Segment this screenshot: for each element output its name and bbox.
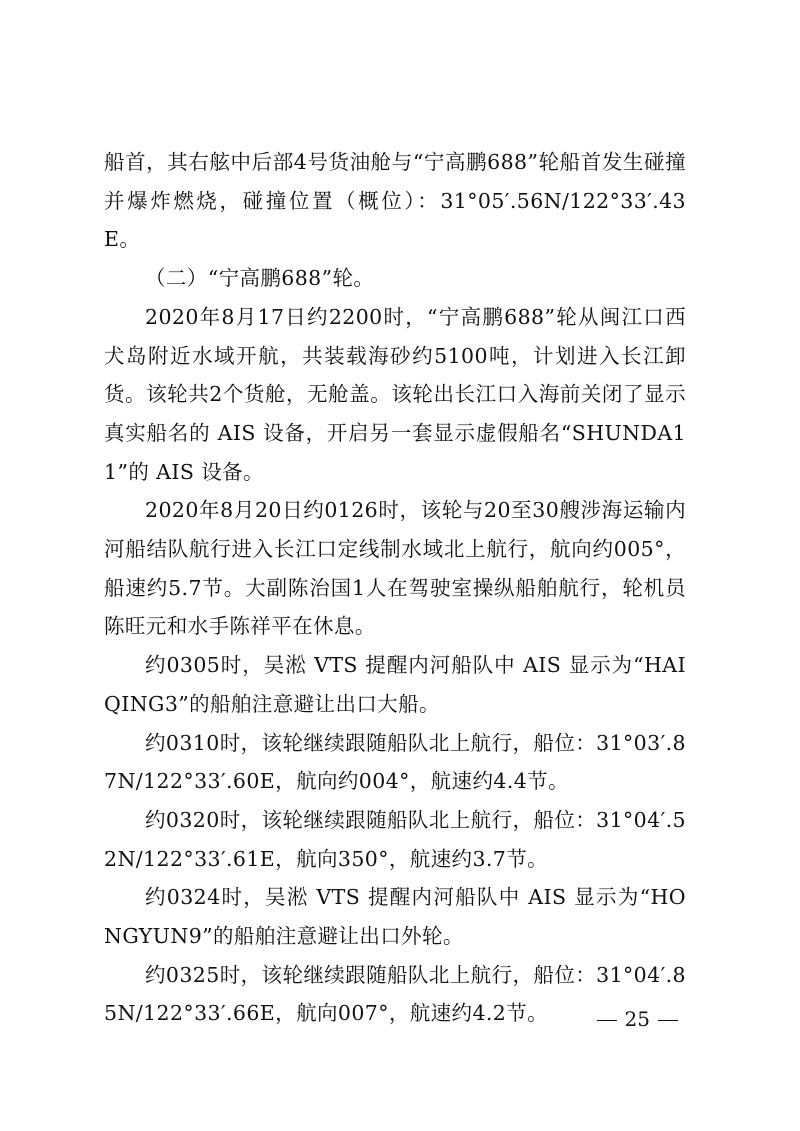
paragraph-section-heading-ninggaopeng: （二）“宁高鹏688”轮。 [145, 266, 375, 291]
paragraph-convoy-0126: 2020年8月20日约0126时，该轮与20至30艘涉海运输内河船结队航行进入长江口定线制水域北上航行，航向约005°，船速约5.7节。大副陈治国1人在驾驶室操纵船舶航行，轮机员陈旺元和水手陈祥平在休息。 [104, 498, 686, 639]
paragraph-vts-0324: 约0324时，吴淞 VTS 提醒内河船队中 AIS 显示为“HONGYUN9”的船舶注意避让出口外轮。 [104, 885, 686, 949]
paragraph-departure-0817: 2020年8月17日约2200时，“宁高鹏688”轮从闽江口西犬岛附近水域开航，共装载海砂约5100吨，计划进入长江卸货。该轮共2个货舱，无舱盖。该轮出长江口入海前关闭了显示真实船名的 AIS 设备，开启另一套显示虚假船名“SHUNDA11”的 AIS 设备。 [104, 304, 686, 484]
paragraph-position-0320: 约0320时，该轮继续跟随船队北上航行，船位：31°04′.52N/122°33′.61E，航向350°，航速约3.7节。 [104, 807, 686, 871]
document-body [104, 143, 686, 1033]
paragraph-vts-0305: 约0305时，吴淞 VTS 提醒内河船队中 AIS 显示为“HAIQING3”的船舶注意避让出口大船。 [104, 653, 686, 716]
paragraph-position-0325: 约0325时，该轮继续跟随船队北上航行，船位：31°04′.85N/122°33′.66E，航向007°，航速约4.2节。 [104, 962, 686, 1026]
paragraph-collision-position: 船首，其右舷中后部4号货油舱与“宁高鹏688”轮船首发生碰撞并爆炸燃烧，碰撞位置（概位）：31°05′.56N/122°33′.43E。 [104, 150, 686, 252]
page-footer [560, 1004, 686, 1034]
footer-dash-left [597, 1020, 617, 1021]
page-number: 25 [624, 1007, 650, 1031]
footer-dash-right [658, 1020, 678, 1021]
paragraph-position-0310: 约0310时，该轮继续跟随船队北上航行，船位：31°03′.87N/122°33′.60E，航向约004°，航速约4.4节。 [104, 730, 686, 794]
